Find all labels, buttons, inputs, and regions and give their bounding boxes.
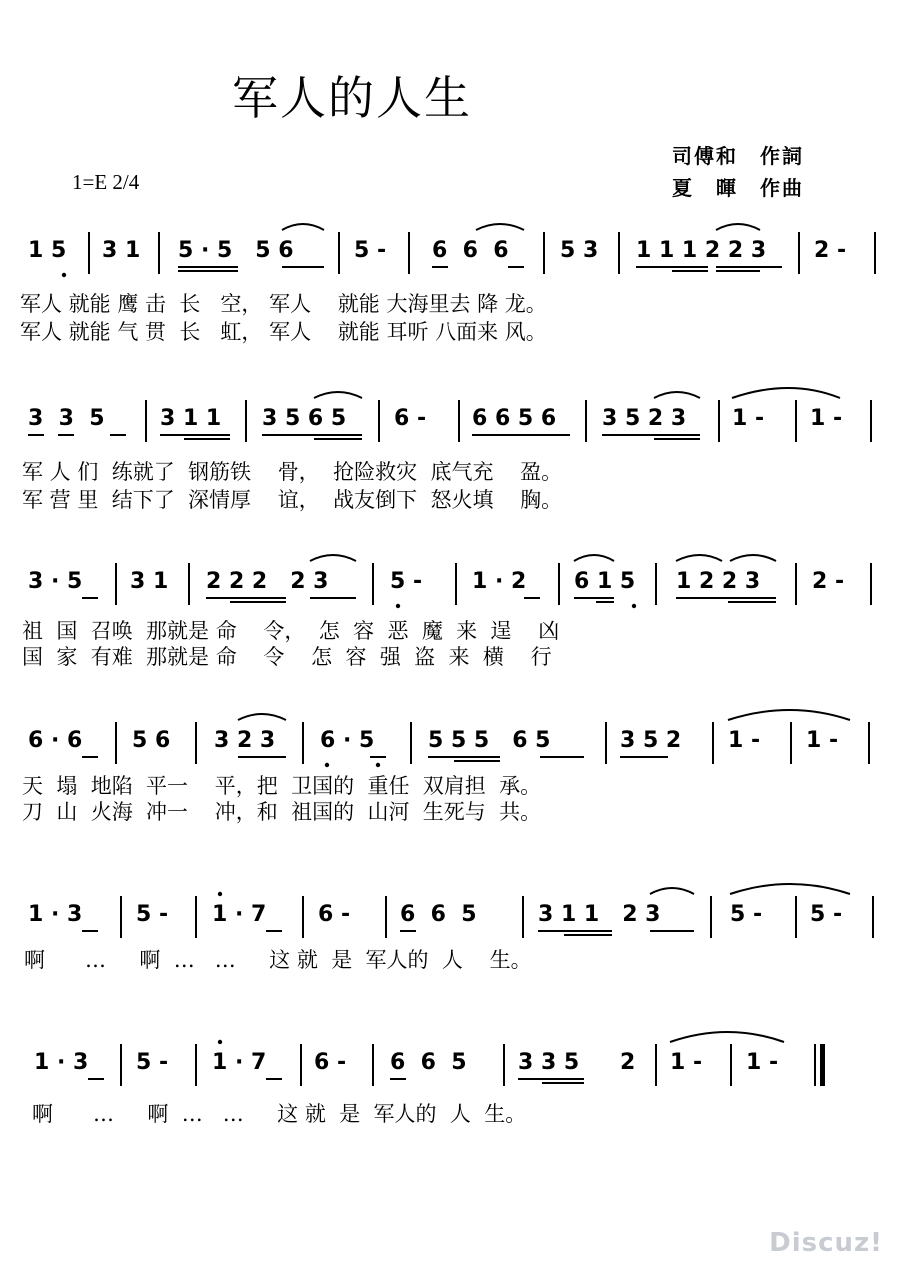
measure: 5 - [730, 902, 763, 927]
lyrics-verse-1: 军人 就能 鹰 击 长 空， 军人 就能 大海里去 降 龙。 [20, 292, 547, 316]
measure: 1 2 2 3 [676, 569, 761, 594]
measure: 1 - [728, 728, 761, 753]
measure: 6 6 5 [400, 902, 477, 927]
watermark: Discuz! [769, 1228, 883, 1258]
slurs-and-underlines [0, 400, 897, 460]
measure: 6 6 6 [432, 238, 509, 263]
measure: 5 3 [560, 238, 599, 263]
notation-line [0, 400, 897, 460]
measure: 5 - [354, 238, 387, 263]
measure: 1 1 1 2 2 3 [636, 238, 767, 263]
lyrics-verse-2: 刀 山 火海 冲一 冲，和 祖国的 山河 生死与 共。 [22, 800, 542, 824]
measure: 3 1 [130, 569, 169, 594]
measure: 6 6 5 6 [472, 406, 557, 431]
measure: 3 1 1 [160, 406, 222, 431]
measure: 3 3 5 [518, 1050, 580, 1075]
lyrics-verse-2: 军 营 里 结下了 深情厚 谊， 战友倒下 怒火填 胸。 [22, 488, 563, 512]
composer-credit: 夏 暉 作曲 [672, 176, 804, 200]
measure: 1 - [670, 1050, 703, 1075]
song-title: 军人的人生 [232, 71, 472, 125]
lyricist-credit: 司傅和 作詞 [672, 144, 804, 168]
measure: 5 - [810, 902, 843, 927]
notation-line [0, 1044, 897, 1104]
measure: 5 - [390, 569, 423, 594]
slurs-and-underlines [0, 232, 897, 292]
lyrics-verse-1: 啊 … 啊 … … 这 就 是 军人的 人 生。 [24, 948, 532, 972]
measure: 3 5 2 [620, 728, 682, 753]
notation-line [0, 232, 897, 292]
measure: 1 - [806, 728, 839, 753]
measure: 1 - [810, 406, 843, 431]
lyrics-verse-1: 军 人 们 练就了 钢筋铁 骨， 抢险救灾 底气充 盈。 [22, 460, 563, 484]
measure: 3 1 1 2 3 [538, 902, 661, 927]
slurs-and-underlines [0, 1044, 897, 1104]
lyrics-verse-2: 国 家 有难 那就是 命 令 怎 容 强 盗 来 横 行 [22, 645, 552, 669]
lyrics-verse-1: 祖 国 召唤 那就是 命 令， 怎 容 恶 魔 来 逞 凶 [22, 619, 560, 643]
measure: 1 · 7 [212, 1050, 267, 1075]
measure: 1 · 3 [34, 1050, 89, 1075]
measure: 1 · 3 [28, 902, 83, 927]
measure: 2 2 2 2 3 [206, 569, 329, 594]
measure: 2 - [814, 238, 847, 263]
measure: 2 [620, 1050, 636, 1075]
measure: 6 - [318, 902, 351, 927]
measure: 5 - [136, 902, 169, 927]
measure: 6 1 5 [574, 569, 636, 594]
measure: 1 · 2 [472, 569, 527, 594]
measure: 5 - [136, 1050, 169, 1075]
slurs-and-underlines [0, 563, 897, 623]
measure: 6 · 6 [28, 728, 83, 753]
notation-line [0, 563, 897, 623]
measure: 5 · 5 5 6 [178, 238, 294, 263]
measure: 3 1 [102, 238, 141, 263]
measure: 3 · 5 [28, 569, 83, 594]
measure: 6 6 5 [390, 1050, 467, 1075]
measure: 1 5 [28, 238, 67, 263]
measure: 3 2 3 [214, 728, 276, 753]
measure: 5 6 [132, 728, 171, 753]
key-signature: 1=E 2/4 [72, 170, 140, 194]
measure: 3 5 2 3 [602, 406, 687, 431]
measure: 6 - [314, 1050, 347, 1075]
measure: 3 5 6 5 [262, 406, 347, 431]
measure: 1 - [746, 1050, 779, 1075]
measure: 6 · 5 [320, 728, 375, 753]
measure: 1 - [732, 406, 765, 431]
lyrics-verse-1: 啊 … 啊 … … 这 就 是 军人的 人 生。 [32, 1102, 527, 1126]
measure: 2 - [812, 569, 845, 594]
measure: 6 - [394, 406, 427, 431]
measure: 3 3 5 [28, 406, 105, 431]
lyrics-verse-2: 军人 就能 气 贯 长 虹， 军人 就能 耳听 八面来 风。 [20, 320, 547, 344]
measure: 1 · 7 [212, 902, 267, 927]
measure: 5 5 5 6 5 [428, 728, 551, 753]
lyrics-verse-1: 天 塌 地陷 平一 平，把 卫国的 重任 双肩担 承。 [22, 774, 542, 798]
